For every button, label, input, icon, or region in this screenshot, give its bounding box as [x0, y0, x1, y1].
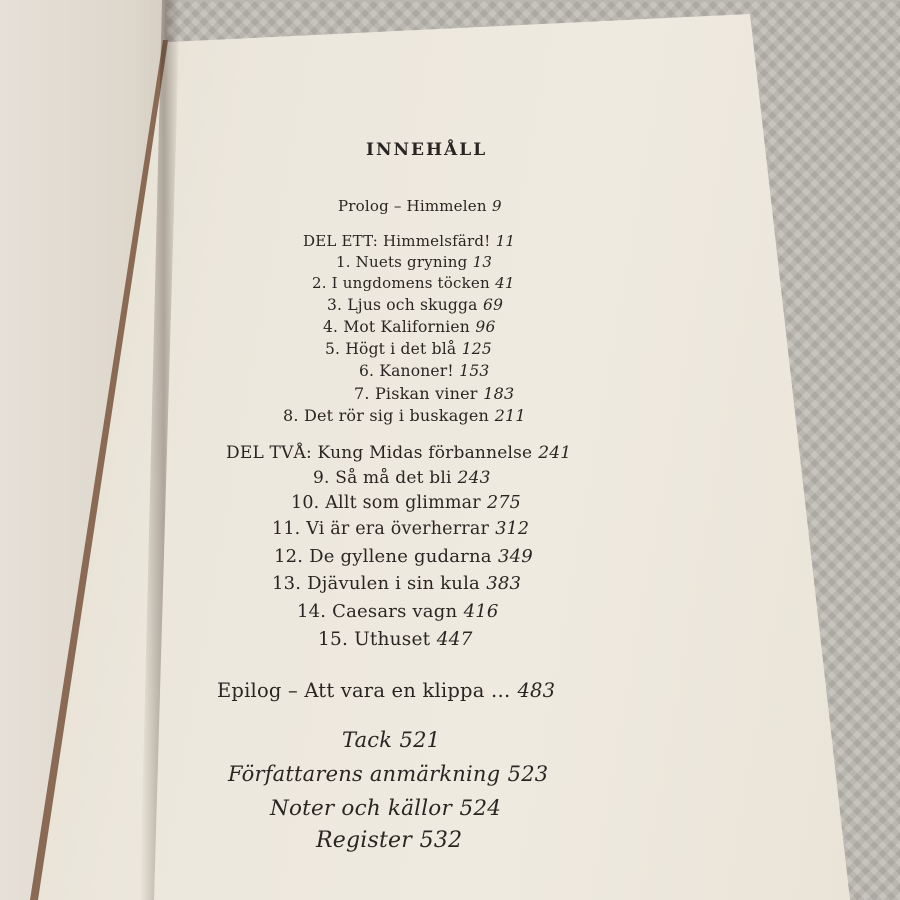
toc-chapter — [274, 546, 533, 567]
toc-chapter — [354, 384, 514, 403]
toc-chapter-page: 383 — [486, 573, 522, 594]
toc-epilog — [217, 679, 555, 702]
toc-chapter-page: 211 — [494, 406, 526, 425]
toc-chapter — [272, 573, 521, 594]
toc-chapter-label: 14. Caesars vagn — [297, 601, 458, 622]
toc-chapter-label: 7. Piskan viner — [354, 384, 478, 403]
toc-chapter — [336, 253, 492, 271]
toc-chapter — [359, 362, 489, 380]
toc-chapter-label: 6. Kanoner! — [359, 362, 454, 380]
toc-heading-text: INNEHÅLL — [366, 140, 488, 160]
toc-chapter-page: 153 — [459, 362, 490, 380]
toc-chapter — [297, 601, 499, 622]
toc-back-matter-label: Tack — [342, 728, 393, 752]
toc-chapter-label: 15. Uthuset — [318, 629, 431, 650]
toc-back-matter-page: 532 — [419, 828, 463, 853]
toc-chapter-label: 5. Högt i det blå — [325, 340, 457, 358]
toc-chapter-label: 3. Ljus och skugga — [327, 296, 478, 314]
toc-chapter-label: 13. Djävulen i sin kula — [272, 573, 480, 594]
toc-chapter-page: 13 — [472, 253, 493, 271]
toc-chapter-label: 10. Allt som glimmar — [291, 493, 481, 513]
toc-chapter-page: 41 — [495, 274, 515, 292]
toc-chapter-page: 69 — [483, 296, 504, 314]
toc-chapter-page: 447 — [436, 629, 473, 650]
toc-epilog-label: Epilog – Att vara en klippa … — [217, 679, 511, 702]
toc-chapter — [291, 493, 521, 513]
toc-chapter-label: 2. I ungdomens töcken — [312, 274, 490, 292]
toc-chapter-label: 12. De gyllene gudarna — [274, 546, 492, 567]
toc-back-matter-label: Register — [316, 828, 412, 853]
toc-prolog-page: 9 — [491, 197, 502, 215]
toc-back-matter — [228, 762, 548, 786]
toc-chapter — [318, 629, 473, 650]
toc-chapter — [327, 296, 503, 314]
toc-part1 — [303, 232, 515, 250]
toc-back-matter-page: 523 — [507, 762, 549, 786]
toc-chapter-page: 125 — [461, 340, 492, 358]
toc-back-matter — [270, 796, 501, 821]
toc-chapter — [313, 468, 491, 488]
toc-part2 — [226, 443, 571, 463]
toc-part2-label: DEL TVÅ: Kung Midas förbannelse — [226, 443, 533, 463]
toc-chapter — [323, 318, 496, 336]
toc-back-matter-label: Noter och källor — [270, 796, 452, 821]
toc-chapter-page: 416 — [463, 601, 499, 622]
toc-back-matter — [316, 828, 462, 853]
toc-chapter-page: 183 — [483, 384, 515, 403]
toc-chapter-label: 1. Nuets gryning — [336, 253, 468, 271]
toc-chapter-label: 4. Mot Kalifornien — [323, 318, 470, 336]
toc-epilog-page: 483 — [517, 679, 556, 702]
toc-heading — [366, 140, 487, 160]
toc-back-matter-label: Författarens anmärkning — [228, 762, 501, 786]
toc-chapter-page: 312 — [495, 519, 530, 539]
toc-chapter — [283, 406, 526, 425]
toc-back-matter — [342, 728, 440, 752]
toc-chapter-label: 8. Det rör sig i buskagen — [283, 406, 490, 425]
toc-chapter-label: 11. Vi är era överherrar — [272, 519, 490, 539]
toc-chapter-page: 349 — [497, 546, 533, 567]
toc-prolog-label: Prolog – Himmelen — [338, 197, 487, 215]
toc-part2-page: 241 — [538, 443, 572, 463]
toc-prolog — [338, 197, 502, 215]
toc-chapter — [312, 274, 515, 292]
toc-chapter-page: 243 — [457, 468, 491, 488]
toc-chapter-page: 275 — [487, 493, 522, 513]
toc-chapter-label: 9. Så må det bli — [313, 468, 452, 488]
toc-back-matter-page: 521 — [399, 728, 441, 752]
toc-part1-label: DEL ETT: Himmelsfärd! — [303, 232, 491, 250]
toc-chapter — [272, 519, 529, 539]
toc-back-matter-page: 524 — [459, 796, 502, 821]
toc-chapter-page: 96 — [475, 318, 496, 336]
toc-chapter — [325, 340, 492, 358]
toc-part1-page: 11 — [495, 232, 516, 250]
